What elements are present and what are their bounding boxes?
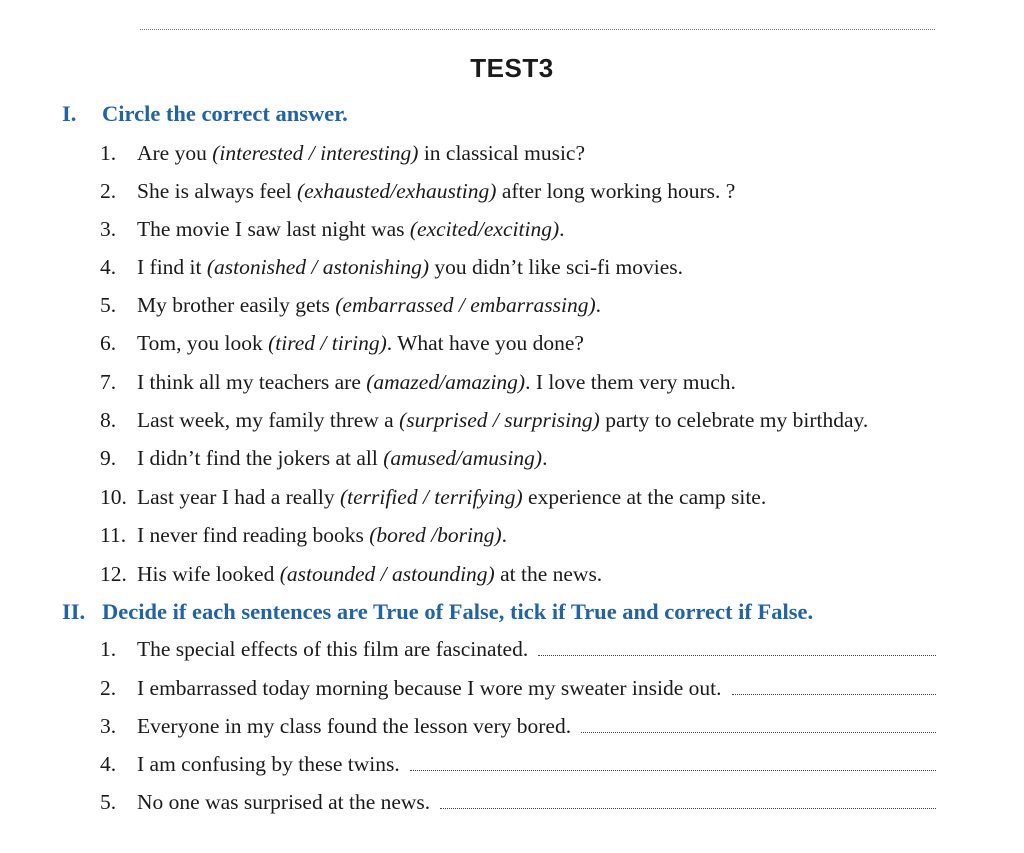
answer-line[interactable] [410, 753, 936, 771]
question-text: My brother easily gets [137, 293, 336, 317]
question-text: you didn’t like sci-fi movies. [429, 255, 684, 279]
answer-line[interactable] [538, 638, 936, 656]
question-text: experience at the camp site. [522, 485, 767, 509]
question-text: I never find reading books [137, 523, 370, 547]
question-1-10 [100, 484, 766, 510]
question-text: . I love them very much. [525, 370, 736, 394]
question-number: 4. [100, 255, 117, 279]
question-number: 2. [100, 179, 117, 203]
question-number: 9. [100, 446, 117, 470]
question-text: party to celebrate my birthday. [599, 408, 869, 432]
question-number: 10. [100, 485, 127, 509]
question-1-11 [100, 522, 507, 548]
question-1-5 [100, 292, 601, 318]
question-1-6 [100, 330, 584, 356]
answer-options[interactable]: (embarrassed / embarrassing) [335, 293, 596, 317]
answer-line[interactable] [440, 791, 936, 809]
tf-question-4 [100, 752, 936, 777]
tf-question-2 [100, 676, 936, 701]
section-2-number: II. [62, 599, 86, 624]
question-text: The movie I saw last night was [137, 217, 410, 241]
question-text: Everyone in my class found the lesson very bored. [137, 714, 572, 738]
question-number: 12. [100, 562, 127, 586]
answer-options[interactable]: (interested / interesting) [212, 141, 419, 165]
question-text: I embarrassed today morning because I wore my sweater inside out. [137, 676, 722, 700]
question-number: 5. [100, 293, 117, 317]
question-text: I am confusing by these twins. [137, 752, 400, 776]
question-number: 5. [100, 790, 117, 814]
answer-options[interactable]: (terrified / terrifying) [339, 485, 523, 509]
page-title: TEST3 [470, 53, 554, 83]
question-text: Are you [137, 141, 213, 165]
question-text: . [595, 293, 602, 317]
question-number: 1. [100, 141, 117, 165]
question-text: . [542, 446, 548, 470]
question-number: 3. [100, 714, 117, 738]
section-1-heading [62, 101, 348, 127]
answer-options[interactable]: (astonished / astonishing) [206, 255, 430, 279]
answer-options[interactable]: (surprised / surprising) [399, 408, 600, 432]
answer-line[interactable] [732, 677, 937, 695]
question-text: I didn’t find the jokers at all [137, 446, 384, 470]
tf-question-1 [100, 637, 936, 662]
question-text: after long working hours. ? [496, 179, 736, 203]
section-2-heading [62, 599, 813, 625]
question-text: Last week, my family threw a [137, 408, 400, 432]
question-number: 4. [100, 752, 117, 776]
question-1-8 [100, 407, 868, 433]
section-2-instruction: Decide if each sentences are True of False, tick if True and correct if False. [102, 599, 814, 624]
question-number: 1. [100, 637, 117, 661]
top-dotted-rule [140, 29, 935, 30]
section-1-number: I. [62, 101, 77, 126]
question-1-9 [100, 445, 547, 471]
question-text: The special effects of this film are fascinated. [137, 637, 529, 661]
tf-question-3 [100, 714, 936, 739]
question-text: Tom, you look [137, 331, 269, 355]
question-1-1 [100, 140, 585, 166]
answer-options[interactable]: (tired / tiring) [268, 331, 387, 355]
question-number: 3. [100, 217, 117, 241]
question-1-4 [100, 254, 683, 280]
question-number: 11. [100, 523, 127, 547]
answer-options[interactable]: (amused/amusing) [383, 446, 543, 470]
answer-options[interactable]: (amazed/amazing) [366, 370, 526, 394]
question-text: His wife looked [137, 562, 280, 586]
question-text: . [501, 523, 507, 547]
question-1-3 [100, 216, 564, 242]
question-text: I find it [137, 255, 207, 279]
question-text: at the news. [494, 562, 603, 586]
question-1-12 [100, 561, 602, 587]
question-number: 2. [100, 676, 117, 700]
question-text: . [559, 217, 565, 241]
question-text: No one was surprised at the news. [137, 790, 431, 814]
answer-options[interactable]: (astounded / astounding) [279, 562, 495, 586]
question-text: I think all my teachers are [137, 370, 367, 394]
question-text: . What have you done? [386, 331, 584, 355]
question-number: 8. [100, 408, 117, 432]
question-number: 6. [100, 331, 117, 355]
question-number: 7. [100, 370, 117, 394]
answer-options[interactable]: (bored /boring) [369, 523, 502, 547]
question-1-7 [100, 369, 736, 395]
answer-options[interactable]: (exhausted/exhausting) [297, 179, 497, 203]
question-1-2 [100, 178, 735, 204]
tf-question-5 [100, 790, 936, 815]
section-1-instruction: Circle the correct answer. [102, 101, 348, 126]
answer-options[interactable]: (excited/exciting) [409, 217, 560, 241]
answer-line[interactable] [581, 715, 936, 733]
question-text: in classical music? [418, 141, 586, 165]
question-text: She is always feel [137, 179, 298, 203]
question-text: Last year I had a really [137, 485, 340, 509]
